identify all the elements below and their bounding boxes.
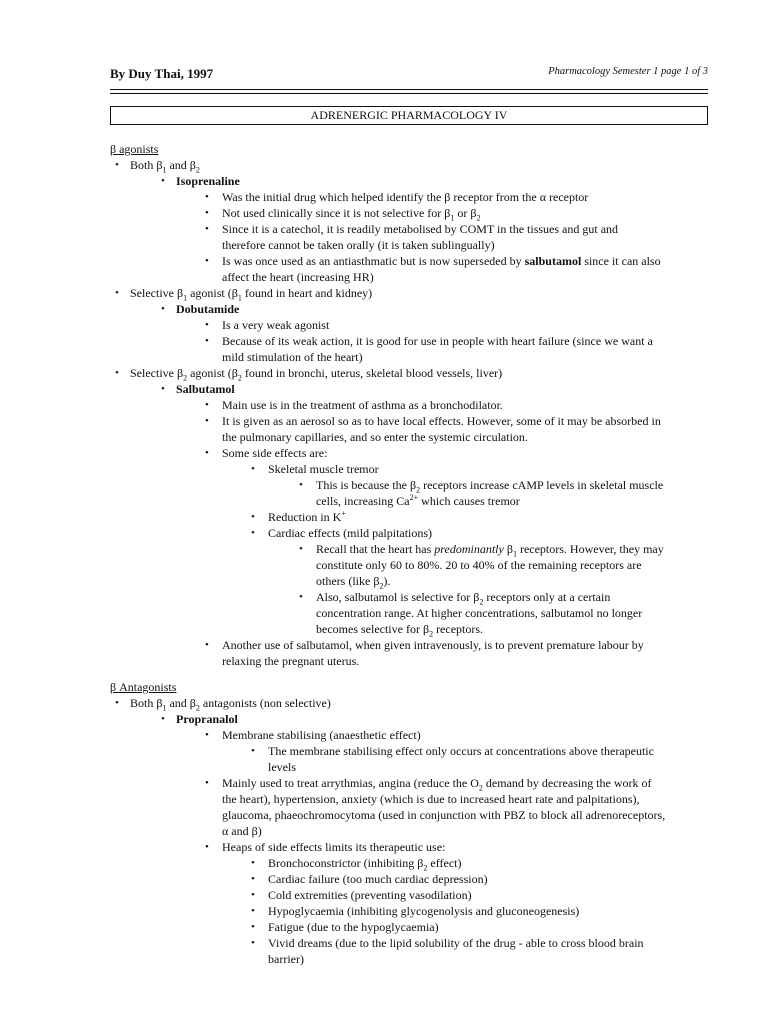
outline-item <box>0 365 768 381</box>
bullet-icon: • <box>251 745 255 757</box>
outline-text: Cardiac failure (too much cardiac depression) <box>268 872 488 886</box>
bullet-icon: • <box>205 335 209 347</box>
outline-item <box>0 903 768 919</box>
outline-text: glaucoma, phaeochromocytoma (used in conjunction with PBZ to block all adrenoreceptors, <box>222 808 666 822</box>
outline-item <box>0 285 768 301</box>
outline-text: Since it is a catechol, it is readily metabolised by COMT in the tissues and gut and <box>222 222 619 236</box>
bullet-icon: • <box>299 591 303 603</box>
outline-item <box>0 621 768 637</box>
outline-item <box>0 807 768 823</box>
outline-text: cells, increasing $Ca^{2+}$ which causes tremor <box>316 493 520 508</box>
bullet-icon: • <box>251 937 255 949</box>
outline-item <box>0 653 768 669</box>
bullet-icon: • <box>251 463 255 475</box>
outline-item <box>0 445 768 461</box>
outline-text: Both $\beta_1$ and $\beta_2$ antagonists (non selective) <box>130 696 331 713</box>
outline-item <box>0 605 768 621</box>
outline-item <box>0 429 768 445</box>
outline-text: the pulmonary capillaries, and so enter the systemic circulation. <box>222 430 528 444</box>
outline-text: Dobutamide <box>176 302 240 316</box>
outline-item <box>0 397 768 413</box>
document-title: ADRENERGIC PHARMACOLOGY IV <box>110 106 708 125</box>
outline-item <box>0 461 768 477</box>
outline-text: Selective $\beta_1$ agonist ($\beta_1$ found in heart and kidney) <box>130 286 373 303</box>
bullet-icon: • <box>205 729 209 741</box>
outline-text: Because of its weak action, it is good for use in people with heart failure (since we want a <box>222 334 653 348</box>
bullet-icon: • <box>161 383 165 395</box>
outline-text: Heaps of side effects limits its therapeutic use: <box>222 840 446 854</box>
outline-text: β Antagonists <box>110 680 177 694</box>
outline-item <box>0 541 768 557</box>
bullet-icon: • <box>205 777 209 789</box>
outline-item <box>0 317 768 333</box>
bullet-icon: • <box>205 841 209 853</box>
outline-item <box>0 221 768 237</box>
outline-text: Some side effects are: <box>222 446 328 460</box>
bullet-icon: • <box>251 873 255 885</box>
outline-item <box>0 557 768 573</box>
bullet-icon: • <box>251 889 255 901</box>
bullet-icon: • <box>115 159 119 171</box>
bullet-icon: • <box>251 527 255 539</box>
bullet-icon: • <box>161 303 165 315</box>
bullet-icon: • <box>299 543 303 555</box>
outline-text: Is was once used as an antiasthmatic but is now superseded by salbutamol since it can also <box>222 254 661 268</box>
outline-text: Propranalol <box>176 712 238 726</box>
outline-text: Not used clinically since it is not selective for $\beta_1$ or $\beta_2$ <box>222 206 481 223</box>
outline-item <box>0 189 768 205</box>
outline-item <box>0 525 768 541</box>
outline-text: constitute only 60 to 80%. 20 to 40% of the remaining receptors are <box>316 558 642 572</box>
outline-text: Cold extremities (preventing vasodilation) <box>268 888 472 902</box>
bullet-icon: • <box>115 367 119 379</box>
outline-item <box>0 173 768 189</box>
outline-item <box>0 589 768 605</box>
bullet-icon: • <box>115 287 119 299</box>
outline-item <box>0 855 768 871</box>
outline-item <box>0 695 768 711</box>
outline-item <box>0 253 768 269</box>
outline-item <box>0 759 768 775</box>
outline-text: Isoprenaline <box>176 174 240 188</box>
outline-text: the heart), hypertension, anxiety (which is due to increased heart rate and palpitations), <box>222 792 640 806</box>
outline-item <box>0 711 768 727</box>
outline-item <box>0 775 768 791</box>
outline-item <box>0 413 768 429</box>
outline-item <box>0 301 768 317</box>
outline-item <box>0 509 768 525</box>
header-rule-top <box>110 89 708 90</box>
outline-text: α and β) <box>222 824 262 838</box>
outline-item <box>0 493 768 509</box>
bullet-icon: • <box>251 511 255 523</box>
section-heading <box>0 141 768 157</box>
outline-item <box>0 887 768 903</box>
bullet-icon: • <box>299 479 303 491</box>
outline-item <box>0 573 768 589</box>
section-heading <box>0 679 768 695</box>
outline-text: Is a very weak agonist <box>222 318 330 332</box>
bullet-icon: • <box>205 207 209 219</box>
outline-text: others (like $\beta_2$). <box>316 574 391 591</box>
bullet-icon: • <box>251 921 255 933</box>
outline-text: Both $\beta_1$ and $\beta_2$ <box>130 158 200 175</box>
bullet-icon: • <box>161 175 165 187</box>
outline-text: Salbutamol <box>176 382 235 396</box>
outline-text: It is given as an aerosol so as to have local effects. However, some of it may be absorbed in <box>222 414 661 428</box>
document-body <box>0 141 768 967</box>
outline-item <box>0 333 768 349</box>
outline-item <box>0 823 768 839</box>
outline-text: barrier) <box>268 952 304 966</box>
outline-text: affect the heart (increasing HR) <box>222 270 374 284</box>
outline-item <box>0 839 768 855</box>
bullet-icon: • <box>161 713 165 725</box>
outline-item <box>0 237 768 253</box>
outline-text: mild stimulation of the heart) <box>222 350 363 364</box>
outline-text: Vivid dreams (due to the lipid solubility of the drug - able to cross blood brain <box>268 936 644 950</box>
outline-item <box>0 205 768 221</box>
bullet-icon: • <box>205 223 209 235</box>
outline-text: Also, salbutamol is selective for $\beta_2$ receptors only at a certain <box>316 590 611 607</box>
outline-text: Another use of salbutamol, when given intravenously, is to prevent premature labour by <box>222 638 644 652</box>
outline-item <box>0 349 768 365</box>
page-info-header: Pharmacology Semester 1 page 1 of 3 <box>548 66 708 77</box>
outline-item <box>0 637 768 653</box>
outline-text: therefore cannot be taken orally (it is taken sublingually) <box>222 238 495 252</box>
bullet-icon: • <box>205 639 209 651</box>
outline-item <box>0 951 768 967</box>
bullet-icon: • <box>205 399 209 411</box>
outline-text: β agonists <box>110 142 159 156</box>
bullet-icon: • <box>205 191 209 203</box>
outline-text: Recall that the heart has predominantly $\beta_1$ receptors. However, they may <box>316 542 664 559</box>
outline-text: Fatigue (due to the hypoglycaemia) <box>268 920 439 934</box>
outline-text: The membrane stabilising effect only occurs at concentrations above therapeutic <box>268 744 654 758</box>
outline-text: Membrane stabilising (anaesthetic effect) <box>222 728 421 742</box>
outline-text: Reduction in K+ <box>268 509 346 524</box>
outline-item <box>0 269 768 285</box>
outline-item <box>0 791 768 807</box>
outline-text: Skeletal muscle tremor <box>268 462 379 476</box>
outline-text: becomes selective for $\beta_2$ receptors. <box>316 622 484 639</box>
outline-text: This is because the $\beta_2$ receptors increase cAMP levels in skeletal muscle <box>316 478 664 495</box>
outline-item <box>0 743 768 759</box>
outline-text: Was the initial drug which helped identify the β receptor from the α receptor <box>222 190 589 204</box>
outline-text: levels <box>268 760 296 774</box>
bullet-icon: • <box>205 415 209 427</box>
bullet-icon: • <box>115 697 119 709</box>
outline-item <box>0 727 768 743</box>
outline-text: concentration range. At higher concentrations, salbutamol no longer <box>316 606 643 620</box>
bullet-icon: • <box>205 447 209 459</box>
outline-item <box>0 157 768 173</box>
outline-text: Mainly used to treat arrythmias, angina (reduce the $O_2$ demand by decreasing the work of <box>222 776 652 793</box>
bullet-icon: • <box>205 319 209 331</box>
outline-item <box>0 919 768 935</box>
outline-item <box>0 477 768 493</box>
section-gap <box>0 669 768 679</box>
outline-item <box>0 381 768 397</box>
outline-text: Bronchoconstrictor (inhibiting $\beta_2$ effect) <box>268 856 462 873</box>
header-rule-bottom <box>110 93 708 94</box>
bullet-icon: • <box>251 905 255 917</box>
bullet-icon: • <box>205 255 209 267</box>
outline-item <box>0 871 768 887</box>
outline-text: Hypoglycaemia (inhibiting glycogenolysis and gluconeogenesis) <box>268 904 580 918</box>
outline-text: Main use is in the treatment of asthma as a bronchodilator. <box>222 398 503 412</box>
outline-text: Selective $\beta_2$ agonist ($\beta_2$ found in bronchi, uterus, skeletal blood vessels, liver) <box>130 366 503 383</box>
bullet-icon: • <box>251 857 255 869</box>
author-header: By Duy Thai, 1997 <box>110 66 214 81</box>
outline-text: Cardiac effects (mild palpitations) <box>268 526 433 540</box>
outline-item <box>0 935 768 951</box>
outline-text: relaxing the pregnant uterus. <box>222 654 360 668</box>
